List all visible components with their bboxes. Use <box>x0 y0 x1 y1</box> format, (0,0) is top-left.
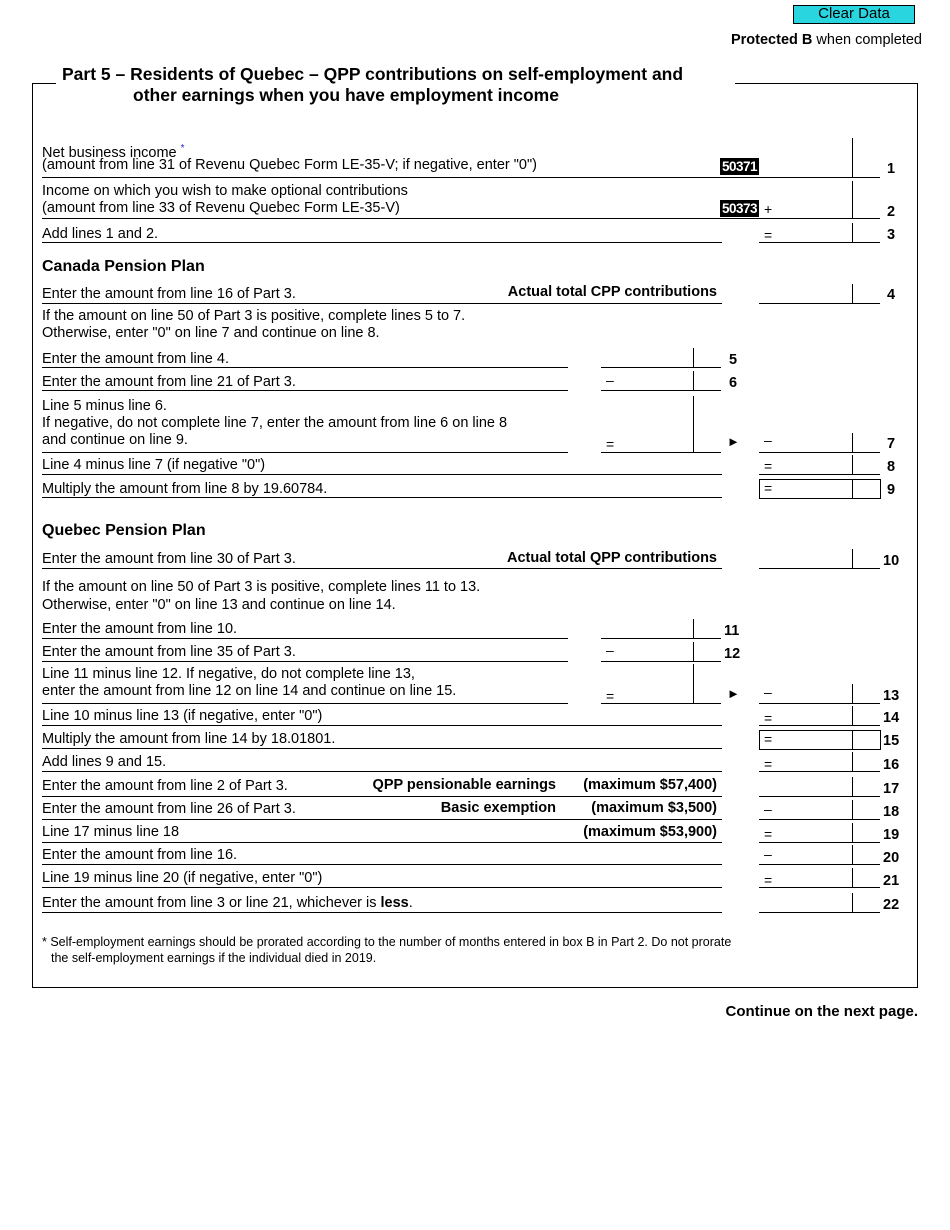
line13-number: 13 <box>883 688 900 704</box>
line10-field-rule <box>759 568 880 569</box>
line6-label: Enter the amount from line 21 of Part 3. <box>42 374 296 390</box>
line11-field-rule <box>601 638 721 639</box>
line17-amount-input[interactable] <box>759 777 883 797</box>
line19-maximum: (maximum $53,900) <box>583 824 717 840</box>
line2-amount-input[interactable] <box>775 200 884 220</box>
qpp-instruction-2: Otherwise, enter "0" on line 13 and continue on line 14. <box>42 597 396 613</box>
cpp-instruction-2: Otherwise, enter "0" on line 7 and continue on line 8. <box>42 325 380 341</box>
line15-number: 15 <box>883 733 900 749</box>
line7-field-rule <box>759 452 880 453</box>
line7-amount-input[interactable] <box>775 433 884 453</box>
line2-number: 2 <box>887 204 896 220</box>
line7-inner-amount-input[interactable] <box>617 433 723 453</box>
line13-inner-field-rule <box>601 703 721 704</box>
line15-rule <box>42 748 722 749</box>
line18-label: Enter the amount from line 26 of Part 3. <box>42 801 296 817</box>
line20-number: 20 <box>883 850 900 866</box>
line20-rule <box>42 864 722 865</box>
line10-caption: Actual total QPP contributions <box>507 550 717 566</box>
line19-rule <box>42 842 722 843</box>
line4-label: Enter the amount from line 16 of Part 3. <box>42 286 296 302</box>
line15-equals: = <box>764 731 773 747</box>
line22-label: Enter the amount from line 3 or line 21, whichever is less. <box>42 895 413 911</box>
line11-rule <box>42 638 568 639</box>
line11-label: Enter the amount from line 10. <box>42 621 238 637</box>
line6-amount-input[interactable] <box>617 371 723 391</box>
line1-sublabel: (amount from line 31 of Revenu Quebec Form LE-35-V; if negative, enter "0") <box>42 157 537 173</box>
line1-number: 1 <box>887 161 896 177</box>
line6-rule <box>42 390 568 391</box>
line7-label-1: Line 5 minus line 6. <box>42 398 167 414</box>
line4-number: 4 <box>887 287 896 303</box>
line19-amount-input[interactable] <box>775 823 884 843</box>
line13-label-2: enter the amount from line 12 on line 14 and continue on line 15. <box>42 683 457 699</box>
line2-plus: + <box>764 201 773 217</box>
line22-number: 22 <box>883 897 900 913</box>
line21-label: Line 19 minus line 20 (if negative, enter "0") <box>42 870 323 886</box>
line2-sublabel: (amount from line 33 of Revenu Quebec Form LE-35-V) <box>42 200 400 216</box>
line18-rule <box>42 819 722 820</box>
line9-equals: = <box>764 480 773 496</box>
line2-rule <box>42 218 762 219</box>
line21-number: 21 <box>883 873 900 889</box>
line15-label: Multiply the amount from line 14 by 18.01801. <box>42 731 336 747</box>
line1-label: Net business income * <box>42 143 185 161</box>
line20-label: Enter the amount from line 16. <box>42 847 238 863</box>
line21-equals: = <box>764 872 773 888</box>
line8-equals: = <box>764 458 773 474</box>
line22-field-rule <box>759 912 880 913</box>
line5-label: Enter the amount from line 4. <box>42 351 229 367</box>
line19-label: Line 17 minus line 18 <box>42 824 180 840</box>
line14-label: Line 10 minus line 13 (if negative, enter "0") <box>42 708 323 724</box>
line8-label: Line 4 minus line 7 (if negative "0") <box>42 457 266 473</box>
line12-label: Enter the amount from line 35 of Part 3. <box>42 644 296 660</box>
line15-amount-input[interactable] <box>775 731 883 750</box>
footnote: * Self-employment earnings should be prorated according to the number of months entered in box B in Part 2. Do not prorate the self-employment earnings if the individual died in 2019. <box>42 935 732 965</box>
cpp-heading: Canada Pension Plan <box>42 258 205 275</box>
line3-rule <box>42 242 722 243</box>
line1-code: 50371 <box>722 159 758 174</box>
line7-inner-field-rule <box>601 452 721 453</box>
protected-b-notice: Protected B when completed <box>730 32 922 48</box>
line18-maximum: (maximum $3,500) <box>591 800 717 816</box>
qpp-instruction-1: If the amount on line 50 of Part 3 is positive, complete lines 11 to 13. <box>42 579 481 595</box>
line13-amount-input[interactable] <box>775 684 884 704</box>
line13-equals-inner: = <box>606 688 615 704</box>
clear-data-button[interactable]: Clear Data <box>793 5 915 24</box>
line7-arrow-icon: ► <box>727 434 740 449</box>
line11-amount-input[interactable] <box>601 619 723 639</box>
line13-arrow-icon: ► <box>727 686 740 701</box>
line7-label-3: and continue on line 9. <box>42 432 188 448</box>
line21-rule <box>42 887 722 888</box>
line7-label-2: If negative, do not complete line 7, enter the amount from line 6 on line 8 <box>42 415 508 431</box>
line9-rule <box>42 497 722 498</box>
line18-minus: – <box>764 801 772 817</box>
line3-number: 3 <box>887 227 896 243</box>
line14-equals: = <box>764 710 773 726</box>
line17-number: 17 <box>883 781 900 797</box>
part-title: Part 5 – Residents of Quebec – QPP contributions on self-employment and other earnings when you have employment income <box>62 64 684 105</box>
line22-rule <box>42 912 722 913</box>
line19-equals: = <box>764 826 773 842</box>
line2-label: Income on which you wish to make optional contributions <box>42 183 408 199</box>
line1-amount-input[interactable] <box>759 158 883 178</box>
line9-label: Multiply the amount from line 8 by 19.60784. <box>42 481 328 497</box>
line16-amount-input[interactable] <box>775 752 884 772</box>
line21-field-rule <box>759 887 880 888</box>
continue-notice: Continue on the next page. <box>725 1003 918 1020</box>
line4-rule <box>42 303 722 304</box>
line7-number: 7 <box>887 436 896 452</box>
line5-amount-input[interactable] <box>601 348 723 368</box>
line8-rule <box>42 474 722 475</box>
line4-field-rule <box>759 303 880 304</box>
line2-field-rule <box>759 218 880 219</box>
qpp-heading: Quebec Pension Plan <box>42 522 206 539</box>
line5-number: 5 <box>729 352 738 368</box>
line17-field-rule <box>759 796 880 797</box>
line17-rule <box>42 796 722 797</box>
line17-label: Enter the amount from line 2 of Part 3. <box>42 778 288 794</box>
line8-field-rule <box>759 474 880 475</box>
line12-rule <box>42 661 568 662</box>
line7-rule <box>42 452 568 453</box>
line18-caption: Basic exemption <box>440 800 556 816</box>
line18-amount-input[interactable] <box>775 800 884 820</box>
line13-rule <box>42 703 568 704</box>
line10-number: 10 <box>883 553 900 569</box>
line13-label-1: Line 11 minus line 12. If negative, do not complete line 13, <box>42 666 415 682</box>
line10-amount-input[interactable] <box>759 549 883 569</box>
cpp-instruction-1: If the amount on line 50 of Part 3 is positive, complete lines 5 to 7. <box>42 308 466 324</box>
line6-minus: – <box>606 372 614 388</box>
line20-field-rule <box>759 864 880 865</box>
line1-field-rule <box>759 177 880 178</box>
line14-rule <box>42 725 722 726</box>
line3-equals: = <box>764 227 773 243</box>
line16-label: Add lines 9 and 15. <box>42 754 167 770</box>
line14-field-rule <box>759 725 880 726</box>
line16-field-rule <box>759 771 880 772</box>
line17-caption: QPP pensionable earnings <box>372 777 556 793</box>
line18-field-rule <box>759 819 880 820</box>
line8-amount-input[interactable] <box>775 455 884 475</box>
line16-rule <box>42 771 722 772</box>
line3-amount-input[interactable] <box>775 224 884 244</box>
line13-minus: – <box>764 684 772 700</box>
line9-number: 9 <box>887 482 896 498</box>
line18-number: 18 <box>883 804 900 820</box>
line12-number: 12 <box>724 646 741 662</box>
line12-amount-input[interactable] <box>617 642 723 662</box>
line7-minus: – <box>764 432 772 448</box>
line13-field-rule <box>759 703 880 704</box>
line19-number: 19 <box>883 827 900 843</box>
line17-maximum: (maximum $57,400) <box>583 777 717 793</box>
line4-caption: Actual total CPP contributions <box>507 284 717 300</box>
line5-field-rule <box>601 367 721 368</box>
line16-equals: = <box>764 756 773 772</box>
line6-number: 6 <box>729 375 738 391</box>
line1-rule <box>42 177 762 178</box>
line4-amount-input[interactable] <box>759 284 883 304</box>
line10-rule <box>42 568 722 569</box>
line3-label: Add lines 1 and 2. <box>42 226 159 242</box>
line2-code: 50373 <box>722 201 758 216</box>
line22-amount-input[interactable] <box>759 893 883 913</box>
line6-field-rule <box>601 390 721 391</box>
line19-field-rule <box>759 842 880 843</box>
line9-amount-input[interactable] <box>775 480 883 499</box>
line10-label: Enter the amount from line 30 of Part 3. <box>42 551 296 567</box>
line20-minus: – <box>764 846 772 862</box>
line14-amount-input[interactable] <box>775 706 884 726</box>
line12-minus: – <box>606 642 614 658</box>
line11-number: 11 <box>724 623 740 639</box>
line5-rule <box>42 367 568 368</box>
line13-inner-amount-input[interactable] <box>617 684 723 704</box>
line12-field-rule <box>601 661 721 662</box>
line14-number: 14 <box>883 710 900 726</box>
line8-number: 8 <box>887 459 896 475</box>
line3-field-rule <box>759 242 880 243</box>
line16-number: 16 <box>883 757 900 773</box>
line20-amount-input[interactable] <box>775 845 884 865</box>
line7-equals-inner: = <box>606 436 615 452</box>
line21-amount-input[interactable] <box>775 868 884 888</box>
